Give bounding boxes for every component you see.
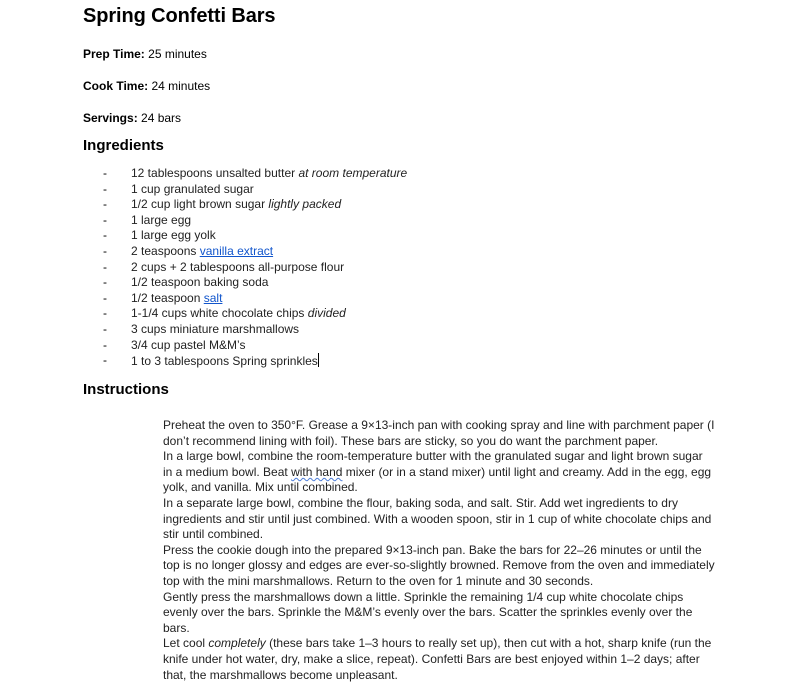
list-item: - 3 cups miniature marshmallows: [103, 321, 300, 336]
ingredients-list: [103, 166, 407, 369]
bullet-dash: -: [103, 353, 107, 368]
instruction-step: Gently press the marshmallows down a little. Sprinkle the remaining 1/4 cup white chocolate chips evenly over the bars. Sprinkle the M&M’s evenly over the bars. Scatter the sprinkles evenly over the bars.: [163, 589, 693, 635]
text-cursor: [318, 353, 319, 367]
instruction-step: Let cool completely (these bars take 1–3 hours to really set up), then cut with a hot, sharp knife (run the knife under hot water, dry, make a slice, repeat). Confetti Bars are best enjoyed within 1–2 days; after that, the marshmallows become unpleasant.: [163, 636, 712, 682]
page-title: Spring Confetti Bars: [83, 5, 276, 27]
bullet-dash: -: [103, 212, 107, 227]
bullet-dash: -: [103, 259, 107, 274]
bullet-dash: -: [103, 166, 107, 180]
servings-label: Servings:: [83, 111, 138, 125]
list-item: - 12 tablespoons unsalted butter at room temperature: [103, 166, 408, 180]
vanilla-extract-link[interactable]: vanilla extract: [199, 243, 274, 258]
list-item: - 1/2 teaspoon baking soda: [103, 275, 269, 290]
instructions-heading: Instructions: [83, 381, 169, 398]
list-item: - 2 cups + 2 tablespoons all-purpose flour: [103, 259, 345, 274]
cook-time-label: Cook Time:: [83, 79, 149, 93]
bullet-dash: -: [103, 243, 107, 258]
list-item: - 1/2 teaspoon salt: [103, 290, 223, 305]
bullet-dash: -: [103, 181, 107, 196]
ingredients-heading: Ingredients: [83, 137, 164, 154]
spellcheck-flag[interactable]: with hand: [291, 464, 343, 479]
bullet-dash: -: [103, 197, 107, 212]
list-item: - 1/2 cup light brown sugar lightly packed: [103, 197, 342, 212]
bullet-dash: -: [103, 337, 107, 352]
list-item: - 1-1/4 cups white chocolate chips divided: [103, 306, 346, 321]
prep-time-label: Prep Time:: [83, 47, 145, 61]
servings-value: 24 bars: [137, 111, 182, 125]
list-item: - 3/4 cup pastel M&M’s: [103, 337, 246, 352]
prep-time: [83, 46, 207, 62]
list-item: - 2 teaspoons vanilla extract: [103, 243, 274, 258]
cook-time-value: 24 minutes: [148, 79, 211, 93]
instruction-step: In a separate large bowl, combine the flour, baking soda, and salt. Stir. Add wet ingredients to dry ingredients and stir until just combined. With a wooden spoon, stir in 1 cup of white chocolate chips and stir until combined.: [163, 495, 712, 542]
bullet-dash: -: [103, 321, 107, 336]
instruction-step: Preheat the oven to 350°F. Grease a 9×13-inch pan with cooking spray and line with parchment paper (I don’t recommend lining with foil). These bars are sticky, so you do want the parchment paper.: [163, 418, 715, 448]
servings: [83, 110, 181, 126]
bullet-dash: -: [103, 275, 107, 290]
list-item: - 1 to 3 tablespoons Spring sprinkles: [103, 353, 318, 369]
salt-link[interactable]: salt: [203, 290, 223, 305]
list-item: - 1 cup granulated sugar: [103, 181, 254, 196]
instructions-list: [163, 418, 715, 683]
instruction-step: Press the cookie dough into the prepared 9×13-inch pan. Bake the bars for 22–26 minutes or until the top is no longer glossy and edges are ever-so-slightly browned. Remove from the oven and immediately top with the mini marshmallows. Return to the oven for 1 minute and 30 seconds.: [163, 542, 715, 588]
bullet-dash: -: [103, 306, 107, 321]
cook-time: [83, 78, 210, 94]
bullet-dash: -: [103, 228, 107, 243]
list-item: - 1 large egg: [103, 212, 192, 227]
list-item: - 1 large egg yolk: [103, 228, 216, 243]
instruction-step: In a large bowl, combine the room-temperature butter with the granulated sugar and light brown sugar in a medium bowl. Beat with hand mixer (or in a stand mixer) until light and creamy. Add in the egg, egg yolk, and vanilla. Mix until combined.: [163, 449, 712, 495]
prep-time-value: 25 minutes: [144, 47, 207, 61]
bullet-dash: -: [103, 290, 107, 305]
